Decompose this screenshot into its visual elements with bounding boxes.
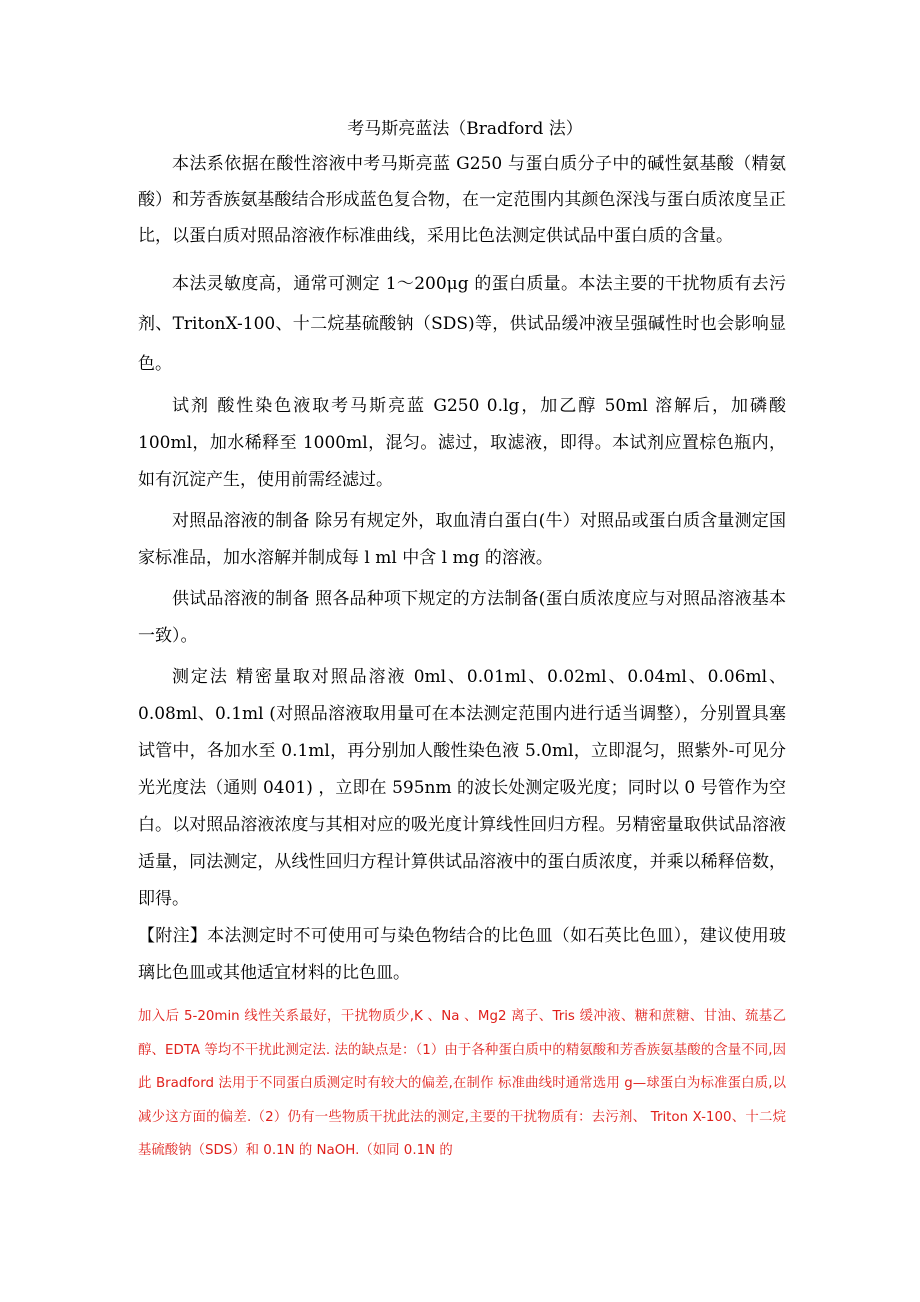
paragraph-reference-solution: 对照品溶液的制备 除另有规定外，取血清白蛋白(牛）对照品或蛋白质含量测定国家标准品，加水溶解并制成每 l ml 中含 l mg 的溶液。 [138,511,786,568]
red-annotation: 加入后 5-20min 线性关系最好，干扰物质少,K 、Na 、Mg2 离子、Tris 缓冲液、糖和蔗糖、甘油、巯基乙醇、EDTA 等均不干扰此测定法. 法的缺点是：（1）由于各种蛋白质中的精氨酸和芳香族氨基酸的含量不同,因此 Bradford 法用于不同蛋白质测定时有较大的偏差,在制作 标准曲线时通常选用 g—球蛋白为标准蛋白质,以减少这方面的偏差.（2）仍有一些物质干扰此法的测定,主要的干扰物质有：去污剂、 Triton X-100、十二烷基硫酸钠（SDS）和 0.1N 的 NaOH.（如同 0.1N 的 [138,1009,786,1158]
paragraph-sample-solution: 供试品溶液的制备 照各品种项下规定的方法制备(蛋白质浓度应与对照品溶液基本一致）。 [138,589,786,646]
document-title: 考马斯亮蓝法（Bradford 法） [347,119,583,139]
paragraph-note: 【附注】本法测定时不可使用可与染色物结合的比色皿（如石英比色皿），建议使用玻璃比色皿或其他适宜材料的比色皿。 [138,926,786,983]
paragraph-sensitivity: 本法灵敏度高，通常可测定 1〜200μg 的蛋白质量。本法主要的干扰物质有去污剂、TritonX-100、十二烷基硫酸钠（SDS)等，供试品缓冲液呈强碱性时也会影响显色。 [138,274,786,374]
paragraph-method: 测定法 精密量取对照品溶液 0ml、0.01ml、0.02ml、0.04ml、0.06ml、0.08ml、0.1ml (对照品溶液取用量可在本法测定范围内进行适当调整），分别置具塞试管中，各加水至 0.1ml，再分别加人酸性染色液 5.0ml，立即混匀，照紫外-可见分光光度法（通则 0401) ，立即在 595nm 的波长处测定吸光度；同时以 0 号管作为空白。以对照品溶液浓度与其相对应的吸光度计算线性回归方程。另精密量取供试品溶液适量，同法测定，从线性回归方程计算供试品溶液中的蛋白质浓度，并乘以稀释倍数，即得。 [138,667,786,909]
document-page [138,112,786,1168]
paragraph-reagent: 试剂 酸性染色液取考马斯亮蓝 G250 0.lg，加乙醇 50ml 溶解后，加磷酸 100ml，加水稀释至 1000ml，混匀。滤过，取滤液，即得。本试剂应置棕色瓶内，如有沉淀产生，使用前需经滤过。 [138,396,786,490]
paragraph-principle: 本法系依据在酸性溶液中考马斯亮蓝 G250 与蛋白质分子中的碱性氨基酸（精氨酸）和芳香族氨基酸结合形成蓝色复合物，在一定范围内其颜色深浅与蛋白质浓度呈正比，以蛋白质对照品溶液作标准曲线，采用比色法测定供试品中蛋白质的含量。 [138,154,786,246]
